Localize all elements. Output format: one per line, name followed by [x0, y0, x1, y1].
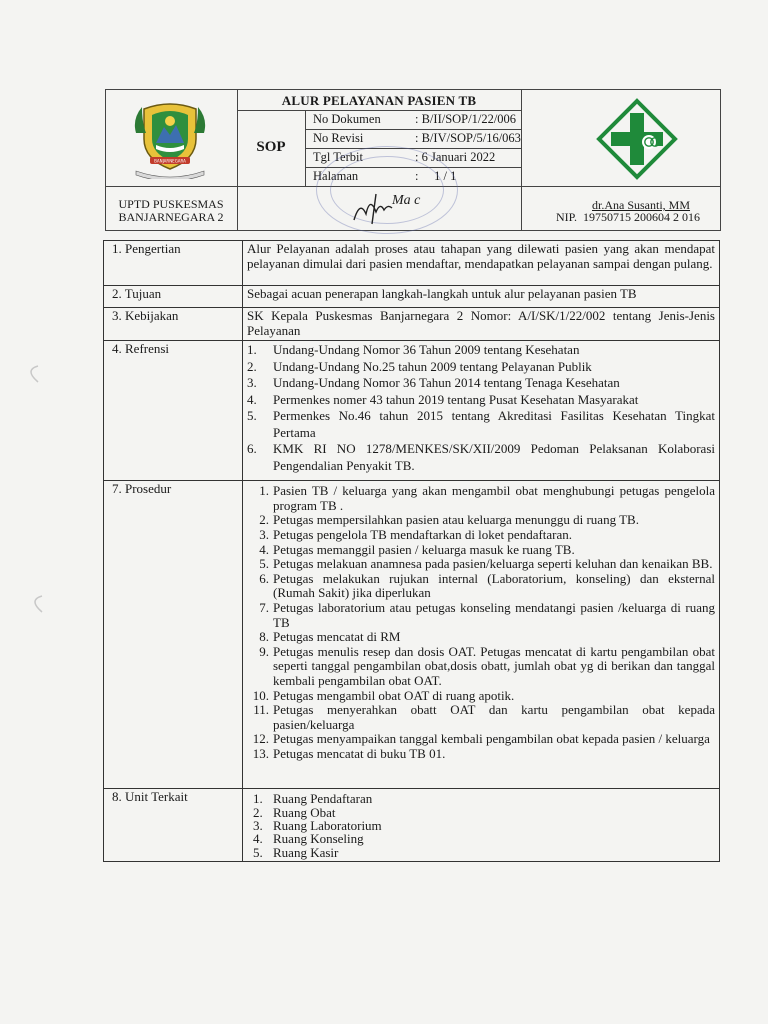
signer-name: dr.Ana Susanti, MM — [592, 198, 691, 212]
text-tujuan: Sebagai acuan penerapan langkah-langkah untuk alur pelayanan pasien TB — [243, 286, 720, 308]
prosedur-list — [247, 484, 715, 761]
item-text: Undang-Undang Nomor 36 Tahun 2014 tentang Tenaga Kesehatan — [273, 375, 620, 391]
item-number: 3. — [253, 818, 263, 833]
org-line-2: BANJARNEGARA 2 — [118, 210, 224, 224]
list-item — [247, 557, 715, 572]
list-item — [247, 528, 715, 543]
field-label-no-revisi: No Revisi — [313, 131, 364, 145]
list-item — [253, 832, 715, 845]
item-text: Ruang Konseling — [273, 831, 364, 847]
item-number: 5. — [253, 844, 263, 860]
item-number: 8. — [259, 629, 269, 645]
list-item — [253, 792, 715, 805]
item-number: 4. — [253, 831, 263, 847]
punch-hole-mark — [18, 362, 42, 386]
list-item — [247, 703, 715, 732]
field-label-halaman: Halaman — [313, 169, 359, 183]
list-item — [247, 543, 715, 558]
org-line-1: UPTD PUSKESMAS — [118, 197, 224, 211]
label-tujuan: 2. Tujuan — [104, 286, 243, 308]
item-number: 4. — [247, 391, 257, 407]
item-number: 2. — [247, 358, 257, 374]
item-number: 6. — [259, 570, 269, 586]
list-item — [247, 375, 715, 392]
row-prosedur — [104, 481, 720, 789]
field-label-tgl-terbit: Tgl Terbit — [313, 150, 363, 164]
item-number: 3. — [247, 375, 257, 391]
item-number: 13. — [252, 745, 269, 761]
row-unit-terkait — [104, 789, 720, 862]
list-item — [247, 747, 715, 762]
item-number: 6. — [247, 441, 257, 457]
row-refrensi — [104, 341, 720, 481]
item-text: Petugas menulis resep dan dosis OAT. Petugas mencatat di kartu pengambilan obat seperti tanggal pengambilan obat,dosis obatt, jumlah obat yg di berikan dan tanggal kembali pengambilan obat OAT. — [273, 643, 715, 688]
item-text: Permenkes No.46 tahun 2015 tentang Akreditasi Fasilitas Kesehatan Tingkat Pertama — [273, 408, 715, 440]
list-item — [253, 846, 715, 859]
item-text: Petugas mempersilahkan pasien atau keluarga menunggu di ruang TB. — [273, 512, 639, 528]
item-number: 2. — [259, 512, 269, 528]
item-number: 7. — [259, 599, 269, 615]
banjarnegara-crest-logo — [130, 97, 210, 179]
item-number: 10. — [252, 687, 269, 703]
item-text: Petugas melakukan rujukan internal (Laboratorium, konseling) dan eksternal (Rumah Sakit) jika diperlukan — [273, 570, 715, 601]
row-kebijakan — [104, 308, 720, 341]
item-text: Pasien TB / keluarga yang akan mengambil obat menghubungi petugas pengelola program TB . — [273, 483, 715, 513]
item-text: Ruang Pendaftaran — [273, 791, 373, 807]
refrensi-list — [247, 342, 715, 474]
punch-hole-mark — [22, 592, 46, 616]
crest-banner-text: BANJARNEGARA — [154, 158, 186, 164]
list-item — [247, 342, 715, 359]
text-kebijakan: SK Kepala Puskesmas Banjarnegara 2 Nomor: A/I/SK/1/22/002 tentang Jenis-Jenis Pelayanan — [243, 308, 720, 341]
list-item — [247, 513, 715, 528]
list-item — [247, 732, 715, 747]
list-item — [247, 645, 715, 689]
unit-terkait-cell — [243, 789, 720, 862]
list-item — [247, 441, 715, 474]
list-item — [247, 359, 715, 376]
item-text: Undang-Undang No.25 tahun 2009 tentang Pelayanan Publik — [273, 358, 592, 374]
list-item — [247, 484, 715, 513]
item-text: Undang-Undang Nomor 36 Tahun 2009 tentang Kesehatan — [273, 342, 580, 358]
field-value-no-dokumen: : B/II/SOP/1/22/006 — [415, 112, 517, 126]
sop-label: SOP — [256, 139, 286, 155]
item-text: Petugas mencatat di RM — [273, 629, 401, 645]
signature-text: Ma c — [392, 193, 421, 208]
list-item — [247, 408, 715, 441]
puskesmas-logo — [596, 98, 678, 180]
item-number: 5. — [247, 408, 257, 424]
label-kebijakan: 3. Kebijakan — [104, 308, 243, 341]
field-value-halaman: : 1 / 1 — [415, 169, 457, 183]
item-text: Ruang Obat — [273, 804, 336, 820]
item-text: Ruang Kasir — [273, 844, 339, 860]
item-text: Ruang Laboratorium — [273, 818, 382, 833]
row-pengertian — [104, 241, 720, 286]
item-text: Petugas menyampaikan tanggal kembali pengambilan obat kepada pasien / keluarga — [273, 731, 710, 747]
field-label-no-dokumen: No Dokumen — [313, 112, 381, 126]
list-item — [253, 819, 715, 832]
item-number: 12. — [252, 731, 269, 747]
item-number: 1. — [247, 342, 257, 358]
item-text: Petugas pengelola TB mendaftarkan di loket pendaftaran. — [273, 526, 573, 542]
field-value-tgl-terbit: : 6 Januari 2022 — [415, 150, 496, 164]
item-text: Petugas laboratorium atau petugas konseling mendatangi pasien /keluarga di ruang TB — [273, 599, 715, 630]
refrensi-cell — [243, 341, 720, 481]
item-number: 2. — [253, 804, 263, 820]
item-text: Permenkes nomer 43 tahun 2019 tentang Pusat Kesehatan Masyarakat — [273, 391, 639, 407]
item-text: Petugas memanggil pasien / keluarga masuk ke ruang TB. — [273, 541, 575, 557]
list-item — [247, 572, 715, 601]
row-tujuan — [104, 286, 720, 308]
list-item — [253, 806, 715, 819]
item-number: 1. — [259, 483, 269, 499]
item-text: Petugas mencatat di buku TB 01. — [273, 745, 446, 761]
signer-nip: NIP. 19750715 200604 2 016 — [556, 210, 701, 224]
item-text: KMK RI NO 1278/MENKES/SK/XII/2009 Pedoman Pelaksanan Kolaborasi Pengendalian Penyakit TB. — [273, 441, 715, 473]
label-pengertian: 1. Pengertian — [104, 241, 243, 286]
item-number: 4. — [259, 541, 269, 557]
list-item — [247, 392, 715, 409]
label-prosedur: 7. Prosedur — [104, 481, 243, 789]
item-text: Petugas melakuan anamnesa pada pasien/keluarga seperti keluhan dan kenaikan BB. — [273, 556, 713, 572]
label-refrensi: 4. Refrensi — [104, 341, 243, 481]
item-number: 1. — [253, 791, 263, 807]
label-unit-terkait: 8. Unit Terkait — [104, 789, 243, 862]
item-text: Petugas menyerahkan obatt OAT dan kartu pengambilan obat kepada pasien/keluarga — [273, 702, 715, 732]
list-item — [247, 689, 715, 704]
item-number: 9. — [259, 643, 269, 659]
unit-terkait-list — [247, 792, 715, 859]
list-item — [247, 630, 715, 645]
item-number: 5. — [259, 556, 269, 572]
prosedur-cell — [243, 481, 720, 789]
sop-content-table — [103, 240, 720, 862]
item-number: 11. — [253, 702, 269, 718]
item-text: Petugas mengambil obat OAT di ruang apotik. — [273, 687, 515, 703]
list-item — [247, 601, 715, 630]
document-title: ALUR PELAYANAN PASIEN TB — [281, 93, 477, 108]
field-value-no-revisi: : B/IV/SOP/5/16/063 — [415, 131, 521, 145]
text-pengertian: Alur Pelayanan adalah proses atau tahapan yang dilewati pasien yang akan mendapat pelayanan dimulai dari pasien mendaftar, mendapatkan pelayanan sampai dengan pulang. — [243, 241, 720, 286]
item-number: 3. — [259, 526, 269, 542]
